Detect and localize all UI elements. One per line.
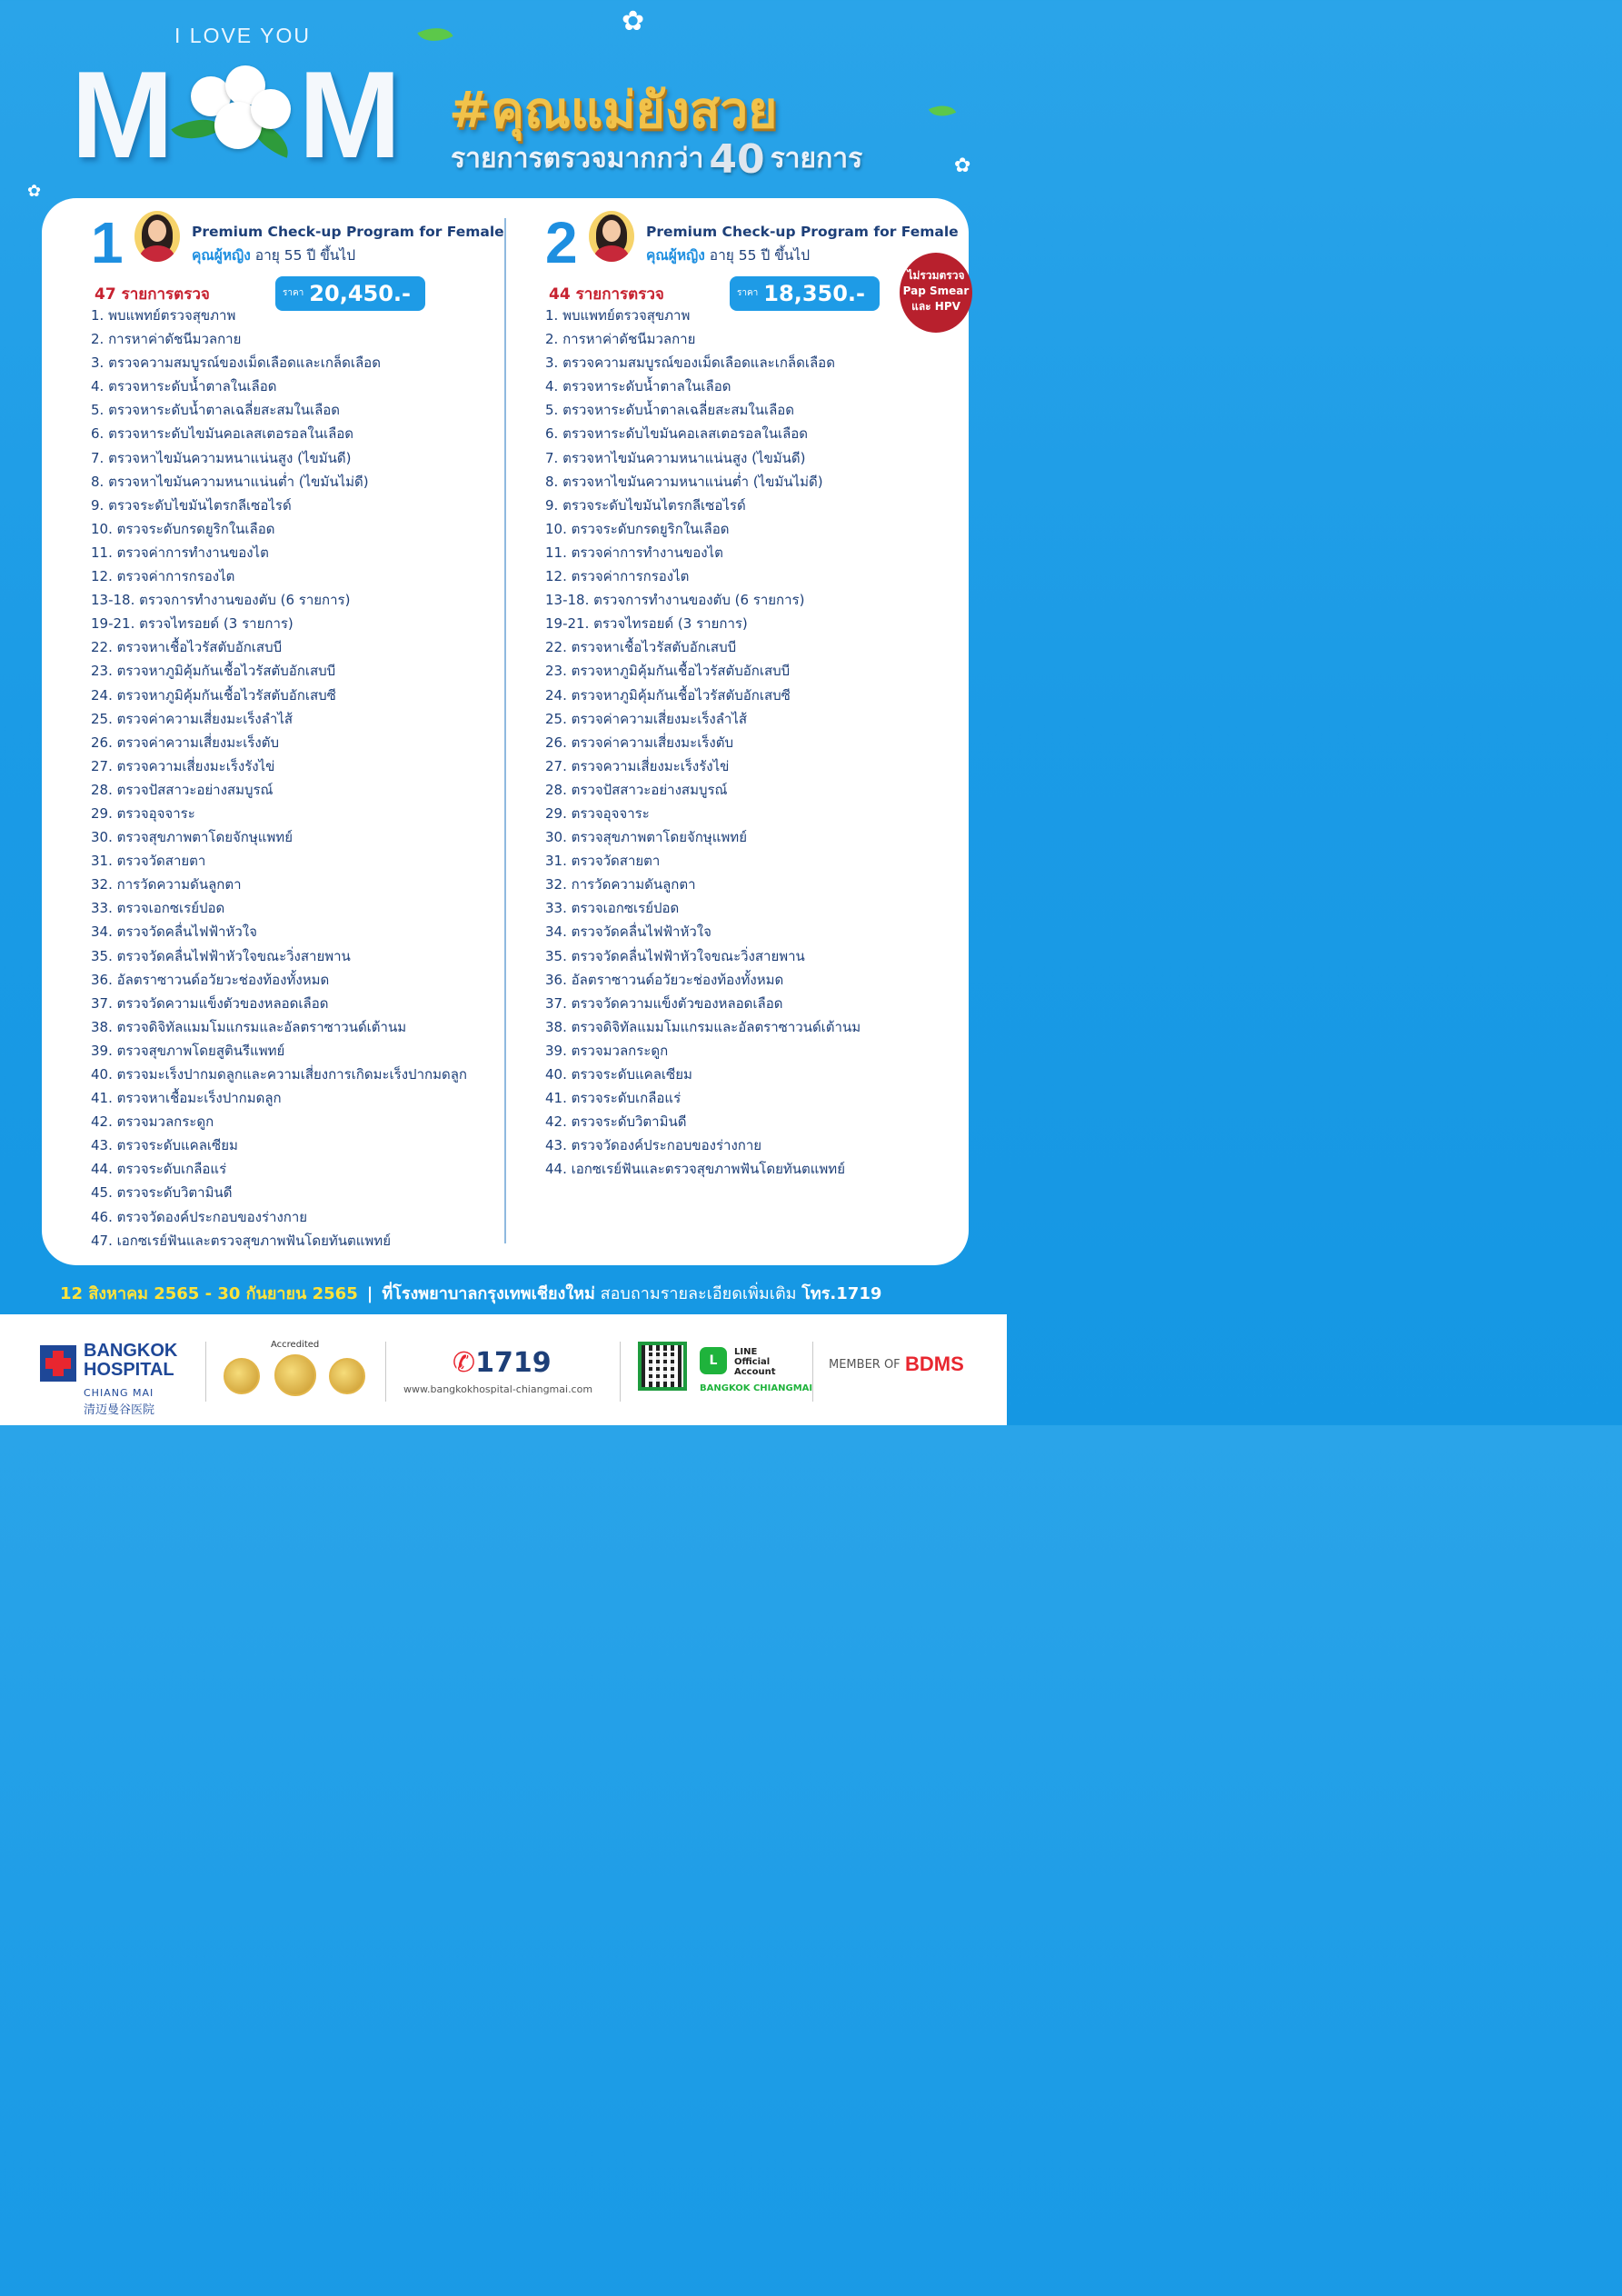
checkup-item: 22. ตรวจหาเชื้อไวรัสตับอักเสบบี <box>91 639 283 656</box>
checkup-item: 29. ตรวจอุจจาระ <box>545 804 650 822</box>
price-value: 18,350.- <box>763 281 865 306</box>
checkup-item: 39. ตรวจมวลกระดูก <box>545 1042 669 1059</box>
checkup-item: 23. ตรวจหาภูมิคุ้มกันเชื้อไวรัสตับอักเสบบี <box>545 663 791 680</box>
checkup-item: 8. ตรวจหาไขมันความหนาแน่นต่ำ (ไขมันไม่ดี) <box>545 473 823 490</box>
hotline[interactable] <box>453 1347 552 1379</box>
jci-seal-icon <box>274 1354 316 1396</box>
subhead-suffix: รายการ <box>770 143 863 175</box>
jasmine-bouquet-icon <box>171 53 298 162</box>
line-official-label <box>734 1347 775 1377</box>
checkup-item: 12. ตรวจค่าการกรองไต <box>545 568 690 585</box>
checkup-item: 11. ตรวจค่าการทำงานของไต <box>91 544 269 561</box>
checkup-item: 6. ตรวจหาระดับไขมันคอเลสเตอรอลในเลือด <box>91 425 354 443</box>
bdms-logo <box>905 1353 964 1376</box>
badge-line: ไม่รวมตรวจ <box>907 269 965 282</box>
hospital-cross-icon <box>40 1345 76 1382</box>
checkup-item: 32. การวัดความดันลูกตา <box>91 876 242 893</box>
checkup-item: 37. ตรวจวัดความแข็งตัวของหลอดเลือด <box>545 994 783 1012</box>
accreditation-medal-icon <box>329 1358 365 1394</box>
leaf-icon <box>929 99 956 122</box>
footer <box>0 1314 1007 1425</box>
website-link[interactable]: www.bangkokhospital-chiangmai.com <box>403 1383 593 1395</box>
checkup-item: 33. ตรวจเอกซเรย์ปอด <box>545 900 680 917</box>
jasmine-flower-icon: ✿ <box>622 5 645 37</box>
checkup-item: 10. ตรวจระดับกรดยูริกในเลือด <box>545 520 730 537</box>
badge-line: และ HPV <box>911 300 960 313</box>
accreditation-medal-icon <box>224 1358 260 1394</box>
checkup-item: 27. ตรวจความเสี่ยงมะเร็งรังไข่ <box>91 757 275 774</box>
checkup-item: 11. ตรวจค่าการทำงานของไต <box>545 544 723 561</box>
line-label: Account <box>734 1367 776 1377</box>
checkup-item: 44. ตรวจระดับเกลือแร่ <box>91 1161 227 1178</box>
campaign-subheadline <box>451 136 862 183</box>
checkup-item: 31. ตรวจวัดสายตา <box>545 853 661 870</box>
checkup-item: 1. พบแพทย์ตรวจสุขภาพ <box>91 307 236 324</box>
item-count: 44 รายการตรวจ <box>549 285 664 304</box>
checkup-item: 23. ตรวจหาภูมิคุ้มกันเชื้อไวรัสตับอักเสบบี <box>91 663 336 680</box>
price-value: 20,450.- <box>309 281 411 306</box>
woman-avatar-icon <box>134 211 180 262</box>
checkup-item: 35. ตรวจวัดคลื่นไฟฟ้าหัวใจขณะวิ่งสายพาน <box>545 947 805 964</box>
phone-icon: ✆ <box>453 1347 476 1379</box>
checkup-item: 29. ตรวจอุจจาระ <box>91 804 195 822</box>
checkup-item: 36. อัลตราซาวนด์อวัยวะช่องท้องทั้งหมด <box>91 971 330 988</box>
program-subtitle <box>192 244 355 266</box>
checkup-item: 26. ตรวจค่าความเสี่ยงมะเร็งตับ <box>91 734 279 751</box>
checkup-item: 10. ตรวจระดับกรดยูริกในเลือด <box>91 520 275 537</box>
jasmine-flower-icon: ✿ <box>27 182 42 201</box>
program-title: Premium Check-up Program for Female <box>192 224 504 240</box>
checkup-item: 41. ตรวจระดับเกลือแร่ <box>545 1090 682 1107</box>
program-audience: คุณผู้หญิง <box>192 247 251 264</box>
program-number: 2 <box>545 210 578 275</box>
footer-divider <box>205 1342 206 1402</box>
item-count: 47 รายการตรวจ <box>95 285 210 304</box>
checkup-item: 19-21. ตรวจไทรอยด์ (3 รายการ) <box>91 615 294 633</box>
checkup-item: 44. เอกซเรย์ฟันและตรวจสุขภาพฟันโดยทันตแพทย์ <box>545 1161 845 1178</box>
checkup-item: 40. ตรวจระดับแคลเซียม <box>545 1066 692 1083</box>
checkup-item: 12. ตรวจค่าการกรองไต <box>91 568 235 585</box>
line-label: LINE <box>734 1347 758 1357</box>
promotion-period <box>60 1280 881 1306</box>
hospital-name-line: HOSPITAL <box>84 1360 174 1380</box>
hospital-name-line: BANGKOK <box>84 1341 178 1361</box>
checkup-item: 42. ตรวจมวลกระดูก <box>91 1113 214 1131</box>
checkup-item: 28. ตรวจปัสสาวะอย่างสมบูรณ์ <box>545 781 728 798</box>
checkup-item: 13-18. ตรวจการทำงานของตับ (6 รายการ) <box>545 592 805 609</box>
promotion-place: ที่โรงพยาบาลกรุงเทพเชียงใหม่ <box>382 1284 595 1303</box>
checkup-item: 2. การหาค่าดัชนีมวลกาย <box>91 331 242 348</box>
checkup-item: 5. ตรวจหาระดับน้ำตาลเฉลี่ยสะสมในเลือด <box>545 402 795 419</box>
checkup-item: 32. การวัดความดันลูกตา <box>545 876 696 893</box>
checkup-item: 34. ตรวจวัดคลื่นไฟฟ้าหัวใจ <box>545 923 711 941</box>
checkup-item: 24. ตรวจหาภูมิคุ้มกันเชื้อไวรัสตับอักเสบซี <box>545 686 791 704</box>
subhead-prefix: รายการตรวจมากกว่า <box>451 143 704 175</box>
checkup-item: 9. ตรวจระดับไขมันไตรกลีเซอไรด์ <box>91 496 292 514</box>
price-label: ราคา <box>283 288 304 298</box>
inquiry-phone[interactable]: โทร.1719 <box>801 1284 882 1303</box>
program-subtitle <box>646 244 810 266</box>
woman-avatar-icon <box>589 211 634 262</box>
promotion-dates: 12 สิงหาคม 2565 - 30 กันยายน 2565 <box>60 1284 358 1303</box>
checkup-item: 22. ตรวจหาเชื้อไวรัสตับอักเสบบี <box>545 639 737 656</box>
hospital-name <box>84 1342 177 1380</box>
checkup-item: 7. ตรวจหาไขมันความหนาแน่นสูง (ไขมันดี) <box>91 449 352 466</box>
checkup-item: 2. การหาค่าดัชนีมวลกาย <box>545 331 696 348</box>
leaf-icon <box>417 20 453 49</box>
checkup-item: 41. ตรวจหาเชื้อมะเร็งปากมดลูก <box>91 1090 282 1107</box>
checkup-item: 30. ตรวจสุขภาพตาโดยจักษุแพทย์ <box>91 829 293 846</box>
jasmine-flower-icon: ✿ <box>954 155 971 177</box>
member-of-label: MEMBER OF <box>829 1358 901 1372</box>
accredited-label: Accredited <box>271 1340 320 1350</box>
checkup-item: 3. ตรวจความสมบูรณ์ของเม็ดเลือดและเกล็ดเลือด <box>545 354 835 372</box>
checkup-item: 25. ตรวจค่าความเสี่ยงมะเร็งลำไส้ <box>91 710 294 727</box>
checkup-item: 25. ตรวจค่าความเสี่ยงมะเร็งลำไส้ <box>545 710 748 727</box>
hospital-chinese-name: 清迈曼谷医院 <box>84 1403 155 1417</box>
checkup-item: 37. ตรวจวัดความแข็งตัวของหลอดเลือด <box>91 994 329 1012</box>
checkup-item: 5. ตรวจหาระดับน้ำตาลเฉลี่ยสะสมในเลือด <box>91 402 341 419</box>
checkup-item: 6. ตรวจหาระดับไขมันคอเลสเตอรอลในเลือด <box>545 425 809 443</box>
checkup-item: 47. เอกซเรย์ฟันและตรวจสุขภาพฟันโดยทันตแพทย์ <box>91 1232 391 1249</box>
checkup-item: 1. พบแพทย์ตรวจสุขภาพ <box>545 307 691 324</box>
checkup-item: 46. ตรวจวัดองค์ประกอบของร่างกาย <box>91 1208 308 1225</box>
checkup-items-list <box>545 304 981 1181</box>
line-label: Official <box>734 1357 771 1367</box>
checkup-item: 19-21. ตรวจไทรอยด์ (3 รายการ) <box>545 615 748 633</box>
footer-divider <box>385 1342 386 1402</box>
checkup-item: 7. ตรวจหาไขมันความหนาแน่นสูง (ไขมันดี) <box>545 449 806 466</box>
campaign-headline: #คุณแม่ยังสวย <box>449 81 778 139</box>
program-audience: คุณผู้หญิง <box>646 247 705 264</box>
checkup-item: 3. ตรวจความสมบูรณ์ของเม็ดเลือดและเกล็ดเลือด <box>91 354 381 372</box>
checkup-item: 35. ตรวจวัดคลื่นไฟฟ้าหัวใจขณะวิ่งสายพาน <box>91 947 351 964</box>
checkup-item: 26. ตรวจค่าความเสี่ยงมะเร็งตับ <box>545 734 733 751</box>
checkup-item: 27. ตรวจความเสี่ยงมะเร็งรังไข่ <box>545 757 730 774</box>
bdms-text: BDMS <box>905 1353 964 1375</box>
footer-divider <box>812 1342 813 1402</box>
mom-logo: M M <box>71 45 399 184</box>
checkup-item: 42. ตรวจระดับวิตามินดี <box>545 1113 687 1131</box>
checkup-item: 4. ตรวจหาระดับน้ำตาลในเลือด <box>91 378 277 395</box>
footer-divider <box>620 1342 621 1402</box>
program-age: อายุ 55 ปี ขึ้นไป <box>709 247 811 264</box>
checkup-item: 38. ตรวจดิจิทัลแมมโมแกรมและอัลตราซาวนด์เต้านม <box>545 1018 861 1035</box>
checkup-item: 33. ตรวจเอกซเรย์ปอด <box>91 900 225 917</box>
program-age: อายุ 55 ปี ขึ้นไป <box>254 247 356 264</box>
exclusion-badge <box>900 253 972 333</box>
checkup-item: 43. ตรวจวัดองค์ประกอบของร่างกาย <box>545 1137 762 1154</box>
checkup-item: 30. ตรวจสุขภาพตาโดยจักษุแพทย์ <box>545 829 747 846</box>
checkup-item: 9. ตรวจระดับไขมันไตรกลีเซอไรด์ <box>545 496 746 514</box>
program-title: Premium Check-up Program for Female <box>646 224 959 240</box>
checkup-item: 39. ตรวจสุขภาพโดยสูตินรีแพทย์ <box>91 1042 285 1059</box>
checkup-item: 4. ตรวจหาระดับน้ำตาลในเลือด <box>545 378 731 395</box>
checkup-item: 38. ตรวจดิจิทัลแมมโมแกรมและอัลตราซาวนด์เต้านม <box>91 1018 407 1035</box>
checkup-item: 28. ตรวจปัสสาวะอย่างสมบูรณ์ <box>91 781 274 798</box>
checkup-items-list <box>91 304 527 1253</box>
hotline-number: 1719 <box>475 1347 552 1379</box>
program-number: 1 <box>91 210 124 275</box>
checkup-item: 31. ตรวจวัดสายตา <box>91 853 206 870</box>
subhead-number: 40 <box>709 136 765 183</box>
checkup-item: 43. ตรวจระดับแคลเซียม <box>91 1137 238 1154</box>
checkup-item: 24. ตรวจหาภูมิคุ้มกันเชื้อไวรัสตับอักเสบซี <box>91 686 336 704</box>
love-you-text: I LOVE YOU <box>174 24 311 47</box>
checkup-item: 34. ตรวจวัดคลื่นไฟฟ้าหัวใจ <box>91 923 257 941</box>
line-account-name: BANGKOK CHIANGMAI <box>700 1383 813 1393</box>
checkup-item: 13-18. ตรวจการทำงานของตับ (6 รายการ) <box>91 592 351 609</box>
badge-line: Pap Smear <box>902 285 970 297</box>
checkup-item: 8. ตรวจหาไขมันความหนาแน่นต่ำ (ไขมันไม่ดี) <box>91 473 369 490</box>
checkup-item: 45. ตรวจระดับวิตามินดี <box>91 1184 233 1202</box>
inquiry-text: สอบถามรายละเอียดเพิ่มเติม <box>600 1284 797 1303</box>
price-label: ราคา <box>737 288 759 298</box>
poster <box>0 0 1007 1425</box>
qr-code <box>638 1342 687 1391</box>
checkup-item: 36. อัลตราซาวนด์อวัยวะช่องท้องทั้งหมด <box>545 971 784 988</box>
line-app-icon: L <box>700 1347 727 1374</box>
checkup-item: 40. ตรวจมะเร็งปากมดลูกและความเสี่ยงการเกิดมะเร็งปากมดลูก <box>91 1066 467 1083</box>
separator: | <box>366 1284 373 1303</box>
hospital-city: CHIANG MAI <box>84 1387 154 1399</box>
